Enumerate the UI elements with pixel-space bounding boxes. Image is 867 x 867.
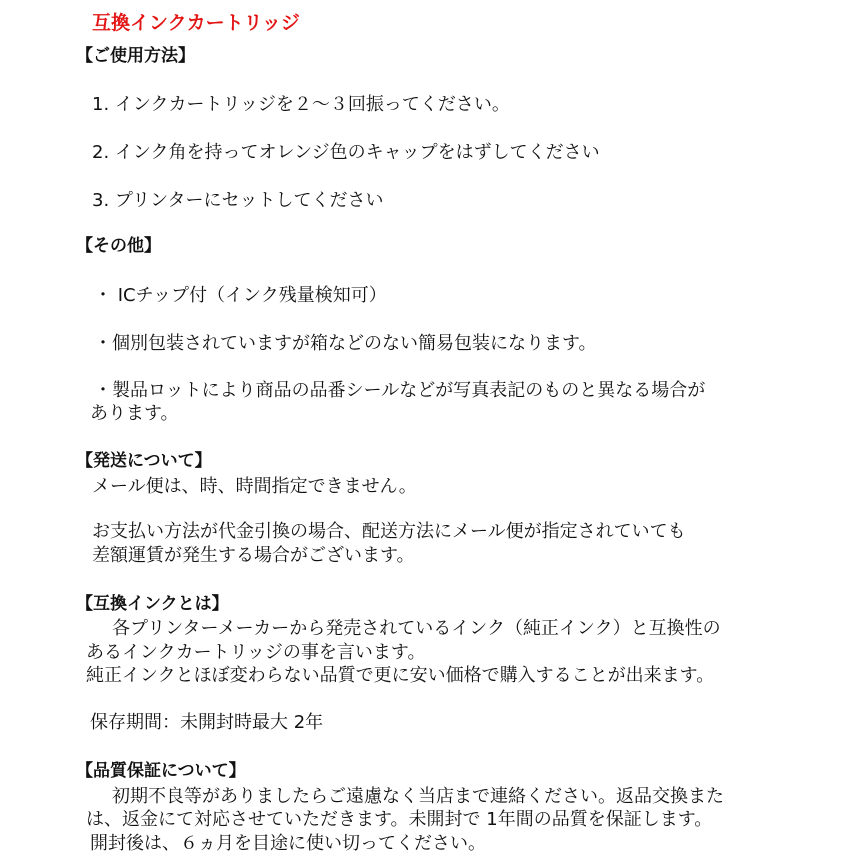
usage-step-3: 3. プリンターにセットしてください	[92, 190, 384, 211]
compatible-line-3: 純正インクとほぼ変わらない品質で更に安い価格で購入することが出来ます。	[86, 665, 715, 686]
storage-period: 保存期間：未開封時最大 2年	[90, 712, 324, 733]
compatible-line-1: 各プリンターメーカーから発売されているインク（純正インク）と互換性の	[112, 618, 721, 639]
other-item-lot-line-1: ・製品ロットにより商品の品番シールなどが写真表記のものと異なる場合が	[94, 380, 706, 401]
document-title: 互換インクカートリッジ	[92, 12, 300, 34]
other-item-lot-line-2: あります。	[90, 403, 179, 424]
usage-step-2: 2. インク角を持ってオレンジ色のキャップをはずしてください	[92, 142, 600, 163]
compatible-line-2: あるインクカートリッジの事を言います。	[86, 642, 426, 663]
warranty-line-2: は、返金にて対応させていただきます。未開封で 1年間の品質を保証します。	[86, 809, 713, 830]
shipping-line-3: 差額運賃が発生する場合がございます。	[92, 545, 415, 566]
shipping-line-1: メール便は、時、時間指定できません。	[92, 476, 417, 497]
other-item-ic-chip: ・ ICチップ付（インク残量検知可）	[94, 285, 387, 306]
compatible-heading: 【互換インクとは】	[76, 594, 229, 614]
usage-step-1: 1. インクカートリッジを２～３回振ってください。	[92, 94, 510, 115]
usage-heading: 【ご使用方法】	[76, 46, 195, 66]
warranty-heading: 【品質保証について】	[76, 761, 246, 781]
other-item-packaging: ・個別包装されていますが箱などのない簡易包装になります。	[94, 333, 597, 354]
other-heading: 【その他】	[76, 236, 161, 256]
warranty-line-1: 初期不良等がありましたらご遠慮なく当店まで連絡ください。返品交換また	[112, 786, 724, 807]
shipping-line-2: お支払い方法が代金引換の場合、配送方法にメール便が指定されていても	[92, 521, 686, 542]
warranty-line-3: 開封後は、６ヵ月を目途に使い切ってください。	[90, 833, 486, 854]
shipping-heading: 【発送について】	[76, 451, 212, 471]
